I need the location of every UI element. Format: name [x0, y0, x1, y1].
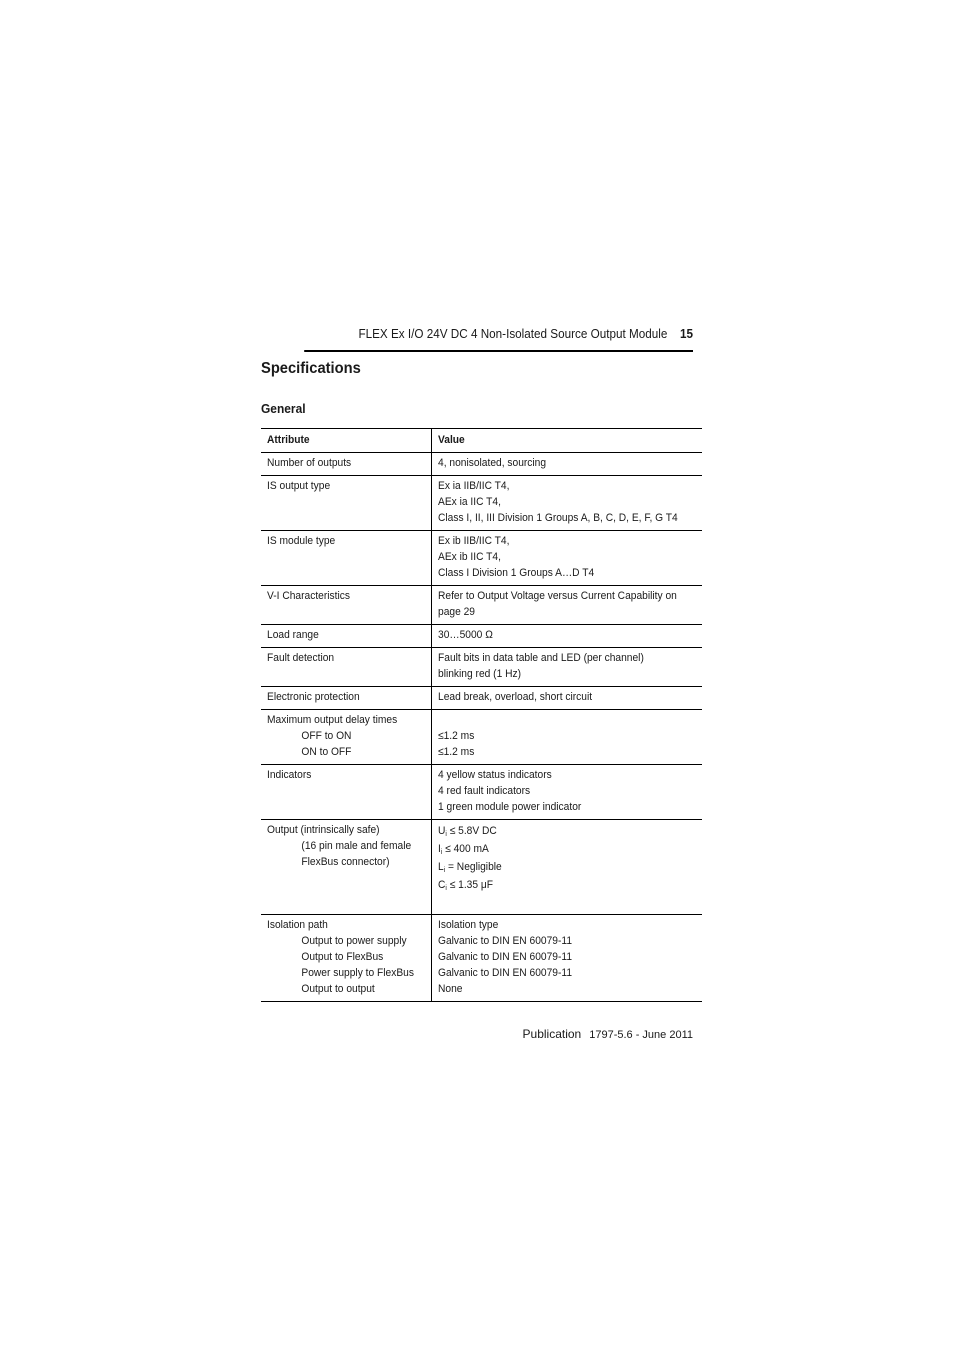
page-footer: [261, 1027, 693, 1041]
value-cell: Refer to Output Voltage versus Current Capability on page 29: [432, 586, 702, 625]
attribute-cell: Indicators: [261, 765, 432, 820]
section-title: Specifications: [261, 360, 361, 377]
value-cell: Ex ia IIB/IIC T4, AEx ia IIC T4, Class I, II, III Division 1 Groups A, B, C, D, E, F, G T4: [432, 476, 702, 531]
publication-label: Publication: [522, 1027, 582, 1041]
attribute-cell: Maximum output delay times OFF to ON ON to OFF: [261, 710, 432, 765]
attribute-cell: Isolation path Output to power supply Output to FlexBus Power supply to FlexBus Output to output: [261, 915, 432, 1002]
attribute-cell: Fault detection: [261, 648, 432, 687]
attribute-cell: V-I Characteristics: [261, 586, 432, 625]
value-cell: 4 yellow status indicators 4 red fault indicators 1 green module power indicator: [432, 765, 702, 820]
publication-number: 1797-5.6 - June 2011: [589, 1029, 693, 1041]
table-row: [261, 687, 702, 710]
attribute-cell: Load range: [261, 625, 432, 648]
spec-table: [261, 428, 702, 1002]
table-row: [261, 820, 702, 915]
table-row: [261, 586, 702, 625]
value-cell: 30…5000 Ω: [432, 625, 702, 648]
table-row: [261, 710, 702, 765]
table-row: [261, 765, 702, 820]
column-header-attribute: Attribute: [261, 429, 432, 453]
attribute-cell: Electronic protection: [261, 687, 432, 710]
header-title: FLEX Ex I/O 24V DC 4 Non-Isolated Source Output Module: [358, 326, 668, 341]
table-header-row: [261, 429, 702, 453]
table-row: [261, 915, 702, 1002]
attribute-cell: Number of outputs: [261, 453, 432, 476]
attribute-cell: IS output type: [261, 476, 432, 531]
column-header-value: Value: [432, 429, 702, 453]
table-row: [261, 453, 702, 476]
value-cell: $U_i \le 5.8V$ DC $I_i \le 400$ mA $L_i$ = Negligible $C_i \le 1.35$ μF: [432, 820, 702, 915]
table-row: [261, 625, 702, 648]
table-row: [261, 531, 702, 586]
page-number: 15: [679, 326, 693, 341]
running-header: [304, 323, 693, 352]
value-cell: Lead break, overload, short circuit: [432, 687, 702, 710]
table-row: [261, 476, 702, 531]
subsection-title: General: [261, 401, 306, 416]
table-row: [261, 648, 702, 687]
value-cell: Ex ib IIB/IIC T4, AEx ib IIC T4, Class I Division 1 Groups A…D T4: [432, 531, 702, 586]
value-cell: Fault bits in data table and LED (per channel) blinking red (1 Hz): [432, 648, 702, 687]
value-cell: Isolation type Galvanic to DIN EN 60079-11 Galvanic to DIN EN 60079-11 Galvanic to DIN EN 60079-11 None: [432, 915, 702, 1002]
value-cell: ≤1.2 ms ≤1.2 ms: [432, 710, 702, 765]
attribute-cell: IS module type: [261, 531, 432, 586]
attribute-cell: Output (intrinsically safe) (16 pin male and female FlexBus connector): [261, 820, 432, 915]
value-cell: 4, nonisolated, sourcing: [432, 453, 702, 476]
